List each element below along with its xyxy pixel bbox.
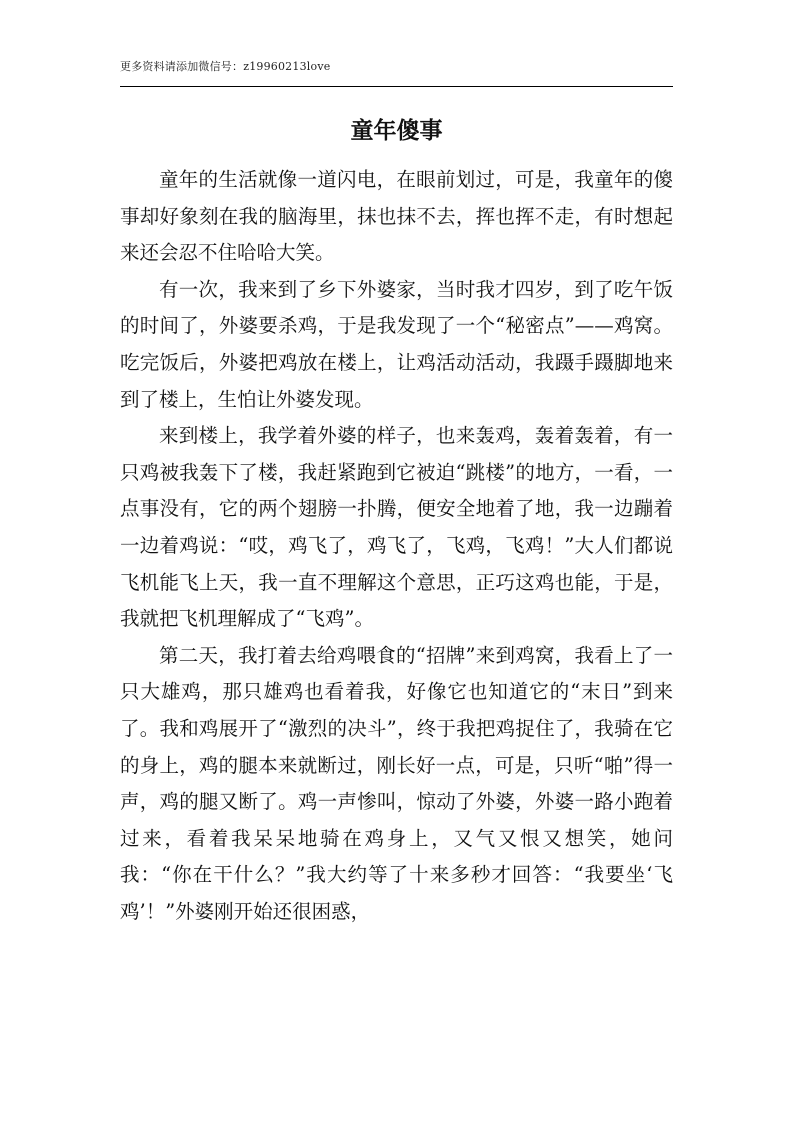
article-body: [120, 162, 673, 930]
header-divider: [120, 86, 673, 87]
paragraph-3: 来到楼上，我学着外婆的样子，也来轰鸡，轰着轰着，有一只鸡被我轰下了楼，我赶紧跑到它被迫“跳楼”的地方，一看，一点事没有，它的两个翅膀一扑腾，便安全地着了地，我一边蹦着一边着鸡说：“哎，鸡飞了，鸡飞了，飞鸡，飞鸡！”大人们都说飞机能飞上天，我一直不理解这个意思，正巧这鸡也能，于是，我就把飞机理解成了“飞鸡”。: [120, 424, 673, 631]
paragraph-1: 童年的生活就像一道闪电，在眼前划过，可是，我童年的傻事却好象刻在我的脑海里，抹也抹不去，挥也挥不走，有时想起来还会忍不住哈哈大笑。: [120, 168, 673, 265]
paragraph-4: 第二天，我打着去给鸡喂食的“招牌”来到鸡窝，我看上了一只大雄鸡，那只雄鸡也看着我，好像它也知道它的“末日”到来了。我和鸡展开了“激烈的决斗”，终于我把鸡捉住了，我骑在它的身上，鸡的腿本来就断过，刚长好一点，可是，只听“啪”得一声，鸡的腿又断了。鸡一声惨叫，惊动了外婆，外婆一路小跑着过来，看着我呆呆地骑在鸡身上，又气又恨又想笑，她问我：“你在干什么？”我大约等了十来多秒才回答：“我要坐‘飞鸡’！”外婆刚开始还很困惑，: [120, 643, 673, 923]
header-note: 更多资料请添加微信号：z19960213love: [120, 60, 331, 73]
paragraph-2: 有一次，我来到了乡下外婆家，当时我才四岁，到了吃午饭的时间了，外婆要杀鸡，于是我发现了一个“秘密点”——鸡窝。吃完饭后，外婆把鸡放在楼上，让鸡活动活动，我蹑手蹑脚地来到了楼上，生怕让外婆发现。: [120, 277, 673, 411]
article-title: 童年傻事: [350, 118, 443, 144]
